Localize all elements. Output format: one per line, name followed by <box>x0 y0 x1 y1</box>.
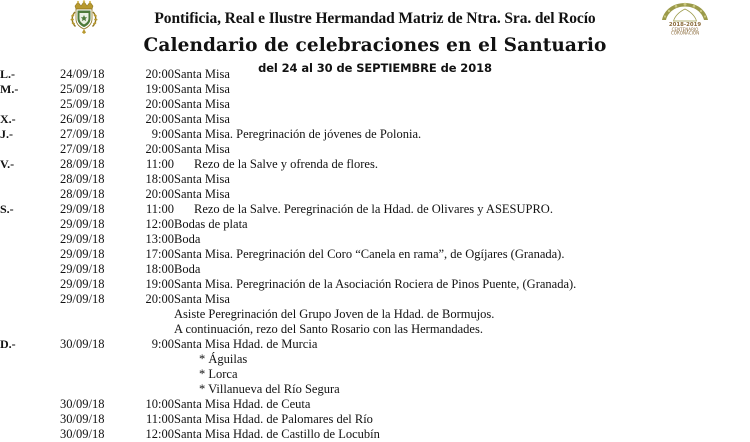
row-date: 29/09/18 <box>60 262 105 276</box>
row-time <box>122 352 174 367</box>
schedule-row <box>0 427 750 442</box>
hermandad-crest-logo <box>62 0 108 34</box>
schedule-row <box>0 127 750 142</box>
row-weekday <box>0 292 60 307</box>
row-weekday <box>0 427 60 442</box>
row-weekday <box>0 412 60 427</box>
row-weekday: M.- <box>0 82 19 96</box>
row-time: 12:00 <box>145 217 174 231</box>
row-time: 10:00 <box>145 397 174 411</box>
row-description: * Águilas <box>199 352 248 366</box>
schedule-row <box>0 112 750 127</box>
row-weekday <box>0 247 60 262</box>
row-description: Santa Misa <box>174 172 230 186</box>
row-description: Santa Misa Hdad. de Castillo de Locubín <box>174 427 380 441</box>
row-time <box>122 382 174 397</box>
row-description: Santa Misa. Peregrinación de la Asociación Rociera de Pinos Puente, (Granada). <box>174 277 577 291</box>
schedule-row <box>0 367 750 382</box>
row-description: Santa Misa. Peregrinación del Coro “Canela en rama”, de Ogíjares (Granada). <box>174 247 565 261</box>
row-weekday <box>0 172 60 187</box>
schedule-row <box>0 292 750 307</box>
schedule-row <box>0 382 750 397</box>
row-time: 11:00 <box>145 202 174 216</box>
row-weekday <box>0 352 60 367</box>
row-time: 20:00 <box>145 142 174 156</box>
row-date: 29/09/18 <box>60 247 105 261</box>
schedule-row <box>0 157 750 172</box>
row-time: 9:00 <box>151 337 174 351</box>
row-description: Santa Misa <box>174 292 230 306</box>
row-weekday: D.- <box>0 337 16 351</box>
row-weekday: X.- <box>0 112 16 126</box>
schedule-row <box>0 262 750 277</box>
row-weekday: J.- <box>0 127 13 141</box>
row-description: Boda <box>174 262 201 276</box>
row-description: Rezo de la Salve. Peregrinación de la Hdad. de Olivares y ASESUPRO. <box>194 202 553 216</box>
row-description: Rezo de la Salve y ofrenda de flores. <box>194 157 378 171</box>
row-time: 18:00 <box>145 262 174 276</box>
date-range-subtitle: del 24 al 30 de SEPTIEMBRE de 2018 <box>258 61 492 75</box>
row-time: 20:00 <box>145 187 174 201</box>
centenario-coronacion-seal <box>654 0 716 36</box>
row-description: Bodas de plata <box>174 217 248 231</box>
row-weekday <box>0 367 60 382</box>
schedule-row <box>0 277 750 292</box>
schedule-row <box>0 322 750 337</box>
row-time: 13:00 <box>145 232 174 246</box>
schedule-row <box>0 337 750 352</box>
schedule-row <box>0 247 750 262</box>
row-time: 9:00 <box>151 127 174 141</box>
row-time <box>122 322 174 337</box>
row-description: * Villanueva del Río Segura <box>199 382 340 396</box>
row-description: Boda <box>174 232 201 246</box>
row-description: Santa Misa <box>174 82 230 96</box>
row-time: 20:00 <box>145 112 174 126</box>
row-description: Santa Misa Hdad. de Palomares del Río <box>174 412 373 426</box>
row-date: 29/09/18 <box>60 292 105 306</box>
row-weekday <box>0 322 60 337</box>
row-date: 30/09/18 <box>60 397 105 411</box>
row-time: 20:00 <box>145 67 174 81</box>
row-description: Santa Misa. Peregrinación de jóvenes de Polonia. <box>174 127 422 141</box>
schedule-body <box>0 67 750 442</box>
row-time: 19:00 <box>145 82 174 96</box>
organization-title: Pontificia, Real e Ilustre Hermandad Matriz de Ntra. Sra. del Rocío <box>154 10 596 27</box>
seal-line2-text: CORONACIÓN <box>670 30 700 36</box>
row-weekday <box>0 397 60 412</box>
row-date: 27/09/18 <box>60 142 105 156</box>
schedule-row <box>0 217 750 232</box>
row-date: 30/09/18 <box>60 427 105 441</box>
row-date: 28/09/18 <box>60 157 105 171</box>
schedule-row <box>0 97 750 112</box>
row-weekday <box>0 307 60 322</box>
row-date: 25/09/18 <box>60 97 105 111</box>
row-weekday <box>0 262 60 277</box>
row-description: Santa Misa <box>174 67 230 81</box>
schedule-row <box>0 172 750 187</box>
celebrations-schedule-table <box>0 67 750 442</box>
schedule-row <box>0 187 750 202</box>
row-description: A continuación, rezo del Santo Rosario con las Hermandades. <box>174 322 483 336</box>
row-date <box>60 352 122 367</box>
schedule-row <box>0 82 750 97</box>
row-date: 30/09/18 <box>60 337 105 351</box>
row-date: 29/09/18 <box>60 232 105 246</box>
row-date <box>60 367 122 382</box>
row-date: 26/09/18 <box>60 112 105 126</box>
schedule-row <box>0 202 750 217</box>
row-description: Asiste Peregrinación del Grupo Joven de la Hdad. de Bormujos. <box>174 307 495 321</box>
row-time: 20:00 <box>145 292 174 306</box>
row-time: 19:00 <box>145 277 174 291</box>
row-time <box>122 367 174 382</box>
row-date <box>60 322 122 337</box>
row-time: 20:00 <box>145 97 174 111</box>
schedule-row <box>0 142 750 157</box>
row-time: 11:00 <box>145 157 174 171</box>
row-time <box>122 307 174 322</box>
row-date: 29/09/18 <box>60 217 105 231</box>
row-date: 27/09/18 <box>60 127 105 141</box>
row-weekday <box>0 277 60 292</box>
schedule-row <box>0 307 750 322</box>
schedule-row <box>0 232 750 247</box>
row-weekday: S.- <box>0 202 14 216</box>
row-weekday: V.- <box>0 157 15 171</box>
row-time: 12:00 <box>145 427 174 441</box>
seal-year-text: 2018-2019 <box>668 22 702 29</box>
row-description: Santa Misa <box>174 142 230 156</box>
row-time: 17:00 <box>145 247 174 261</box>
row-weekday <box>0 187 60 202</box>
row-weekday <box>0 97 60 112</box>
row-date: 29/09/18 <box>60 202 105 216</box>
row-time: 11:00 <box>145 412 174 426</box>
row-date: 24/09/18 <box>60 67 105 81</box>
schedule-row <box>0 397 750 412</box>
schedule-row <box>0 67 750 82</box>
row-weekday <box>0 142 60 157</box>
row-description: Santa Misa Hdad. de Ceuta <box>174 397 311 411</box>
row-weekday <box>0 217 60 232</box>
row-date: 28/09/18 <box>60 187 105 201</box>
row-description: Santa Misa <box>174 112 230 126</box>
row-date: 28/09/18 <box>60 172 105 186</box>
row-date <box>60 307 122 322</box>
seal-line1-text: CENTENARIO <box>671 26 699 32</box>
row-weekday: L.- <box>0 67 15 81</box>
schedule-row <box>0 412 750 427</box>
row-date: 29/09/18 <box>60 277 105 291</box>
row-description: Santa Misa <box>174 187 230 201</box>
row-description: * Lorca <box>199 367 238 381</box>
row-description: Santa Misa <box>174 97 230 111</box>
row-date: 25/09/18 <box>60 82 105 96</box>
row-weekday <box>0 382 60 397</box>
row-weekday <box>0 232 60 247</box>
row-date <box>60 382 122 397</box>
schedule-row <box>0 352 750 367</box>
page-title: Calendario de celebraciones en el Santuario <box>143 34 607 56</box>
row-time: 18:00 <box>145 172 174 186</box>
row-description: Santa Misa Hdad. de Murcia <box>174 337 318 351</box>
row-date: 30/09/18 <box>60 412 105 426</box>
